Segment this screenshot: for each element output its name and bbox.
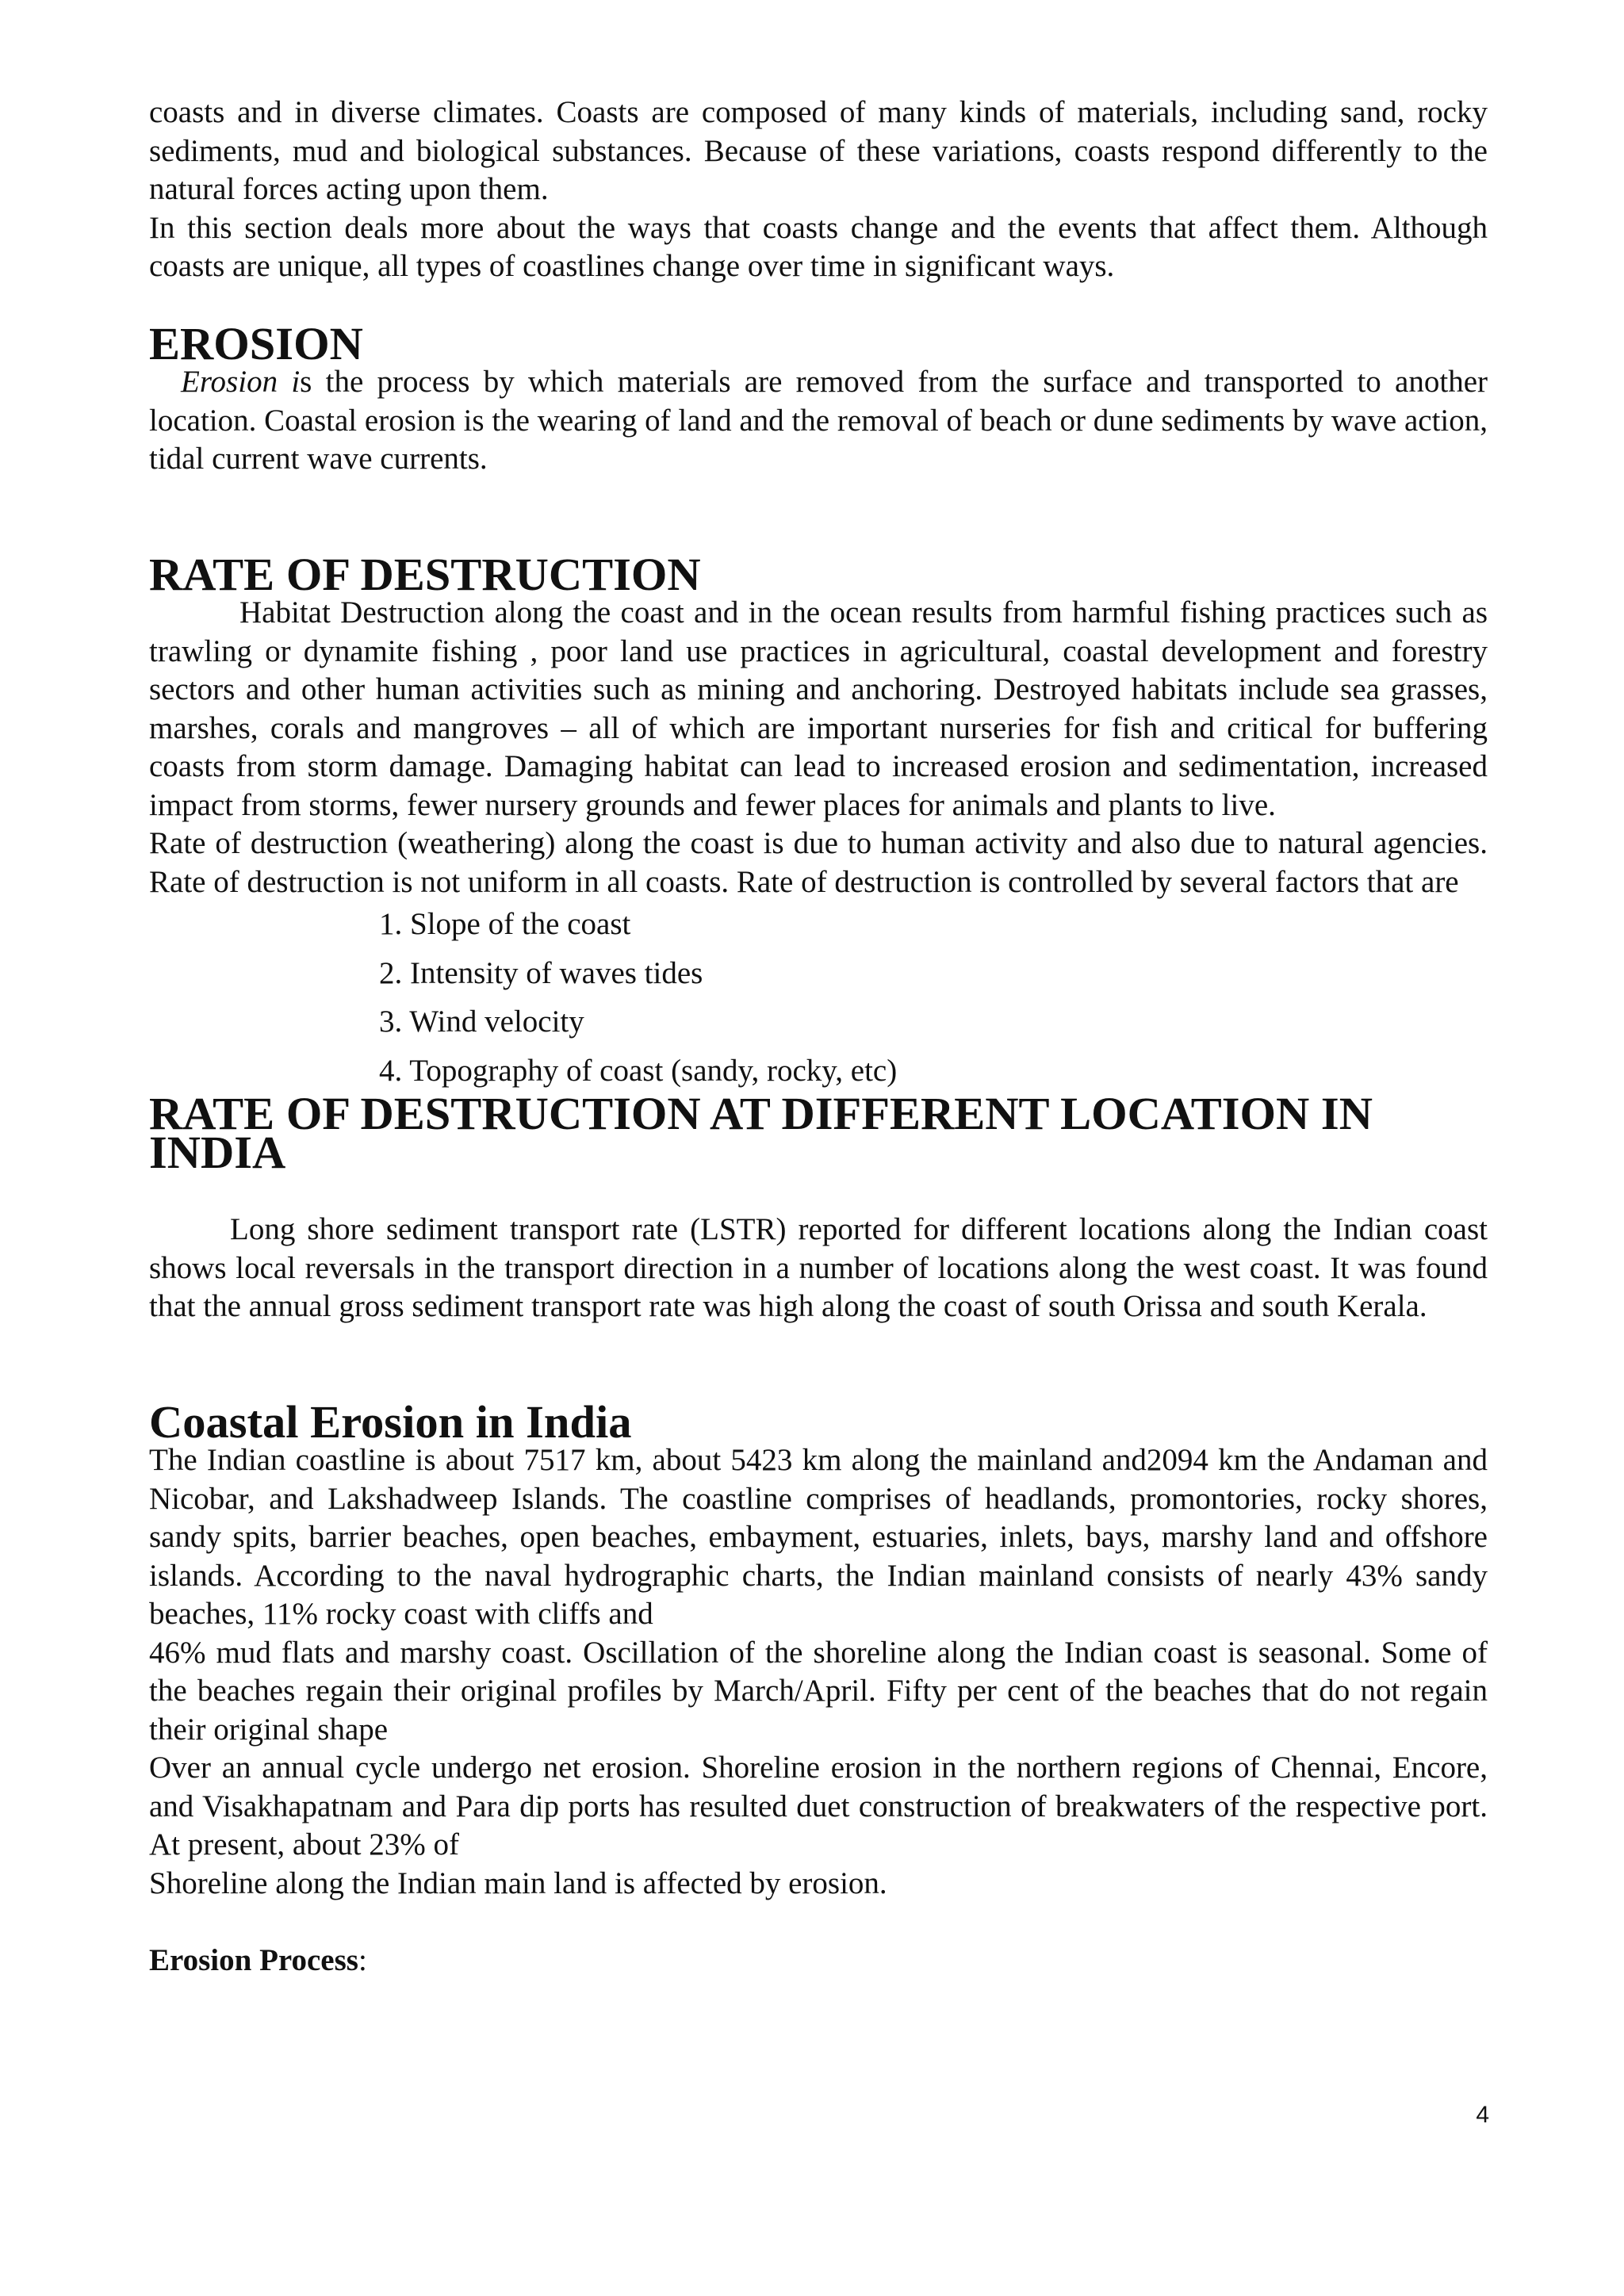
intro-paragraph: coasts and in diverse climates. Coasts are composed of many kinds of materials, including sand, rocky sediments, mud and biological substances. Because of these variations, coasts respond differently to the natural forces acting upon them. [149,95,1488,206]
page-number: 4 [1476,2102,1489,2128]
erosion-process-section [149,1942,1488,1980]
rate-of-destruction-section [149,548,1488,1096]
coastal-erosion-india-section [149,1395,1488,1904]
erosion-paragraph [149,363,1488,479]
coastline-paragraph: The Indian coastline is about 7517 km, about 5423 km along the mainland and2094 km the Andaman and Nicobar, and Lakshadweep Islands. The coastline comprises of headlands, promontories, rocky shores, sandy spits, barrier beaches, open beaches, embayment, estuaries, inlets, bays, marshy land and offshore islands. According to the naval hydrographic charts, the Indian mainland consists of nearly 43% sandy beaches, 11% rocky coast with cliffs and [149,1443,1488,1631]
coastal-erosion-india-heading: Coastal Erosion in India [149,1395,632,1448]
rate-of-destruction-heading: RATE OF DESTRUCTION [149,548,701,600]
net-erosion-paragraph: Over an annual cycle undergo net erosion. Shoreline erosion in the northern regions of Chennai, Encore, and Visakhapatnam and Para dip ports has resulted duet construction of breakwaters of the respective port. At present, about 23% of [149,1751,1488,1862]
section-spacer [149,1172,1488,1211]
india-locations-heading: RATE OF DESTRUCTION AT DIFFERENT LOCATION IN INDIA [149,1088,1373,1178]
lstr-paragraph: Long shore sediment transport rate (LSTR) reported for different locations along the Indian coast shows local reversals in the transport direction in a number of locations along the west coast. It was found that the annual gross sediment transport rate was high along the coast of south Orissa and south Kerala. [149,1212,1488,1323]
section-spacer [149,479,1488,556]
erosion-section [149,317,1488,479]
list-item: 1. Slope of the coast [379,907,631,941]
india-locations-section [149,1088,1488,1326]
erosion-process-colon: : [358,1943,367,1977]
destruction-factors-intro: Rate of destruction (weathering) along the coast is due to human activity and also due to natural agencies. Rate of destruction is not uniform in all coasts. Rate of destruction is controlled by several factors that are [149,826,1488,899]
erosion-definition: s the process by which materials are removed from the surface and transported to another location. Coastal erosion is the wearing of land and the removal of beach or dune sediments by wave action, tidal current wave currents. [149,365,1488,476]
list-item: 2. Intensity of waves tides [379,955,703,990]
shoreline-oscillation-paragraph: 46% mud flats and marshy coast. Oscillation of the shoreline along the Indian coast is seasonal. Some of the beaches regain their original profiles by March/April. Fifty per cent of the beaches that do not regain their original shape [149,1635,1488,1747]
list-item: 3. Wind velocity [379,1004,584,1039]
habitat-destruction-paragraph: Habitat Destruction along the coast and in the ocean results from harmful fishing practices such as trawling or dynamite fishing , poor land use practices in agricultural, coastal development and forestry sectors and other human activities such as mining and anchoring. Destroyed habitats include sea grasses, marshes, corals and mangroves – all of which are important nurseries for fish and critical for buffering coasts from storm damage. Damaging habitat can lead to increased erosion and sedimentation, increased impact from storms, fewer nursery grounds and fewer places for animals and plants to live. [149,595,1488,822]
destruction-factors-list [149,900,1488,1095]
erosion-heading: EROSION [149,317,363,369]
section-spacer [149,1903,1488,1942]
list-item: 4. Topography of coast (sandy, rocky, etc) [379,1053,898,1088]
intro-paragraph: In this section deals more about the ways that coasts change and the events that affect them. Although coasts are unique, all types of coastlines change over time in significant ways. [149,210,1488,283]
erosion-affected-paragraph: Shoreline along the Indian main land is affected by erosion. [149,1866,887,1900]
erosion-term: Erosion i [181,365,301,399]
erosion-process-heading-line [149,1942,1488,1980]
section-spacer [149,1326,1488,1403]
erosion-process-heading: Erosion Process [149,1943,358,1977]
page-content [149,94,1488,1980]
